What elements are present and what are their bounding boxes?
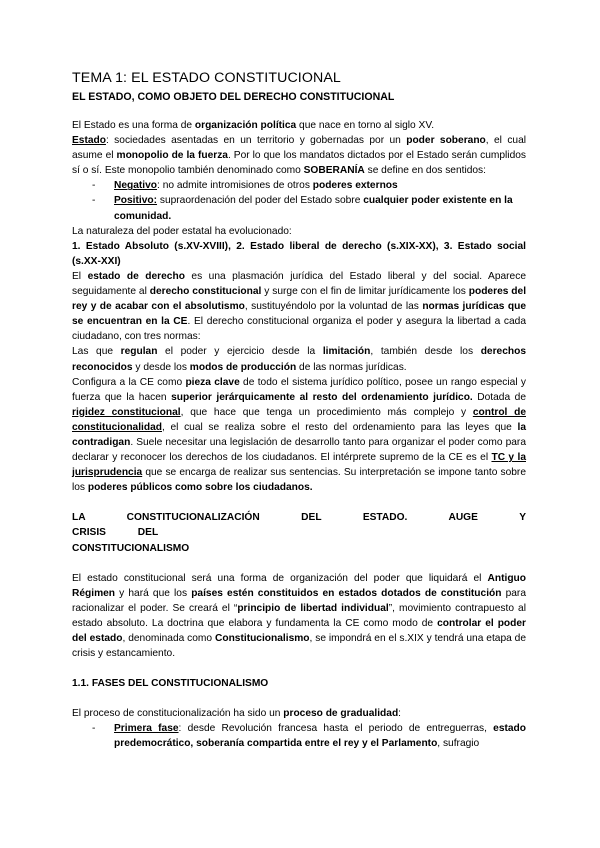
text-run: : no admite intromisiones de otros <box>157 180 313 192</box>
list-item-body <box>114 721 526 751</box>
text-run: que se encarga de realizar sus sentencias. Su interpretación se impone tanto sobre los <box>72 467 526 494</box>
bold-run: pieza clave <box>185 376 240 388</box>
text-run: Dotada de <box>472 391 526 403</box>
paragraph-ce <box>72 375 526 496</box>
list-item-body <box>114 193 526 223</box>
paragraph-stages: 1. Estado Absoluto (s.XV-XVIII), 2. Estado liberal de derecho (s.XIX-XX), 3. Estado social (s.XX-XXI) <box>72 240 526 267</box>
paragraph-evolution: La naturaleza del poder estatal ha evolucionado: <box>72 225 292 237</box>
bullet-list-fases <box>72 721 526 751</box>
document-page <box>72 70 526 751</box>
bold-run: poderes públicos como sobre los ciudadanos. <box>87 482 313 494</box>
section-heading-line1: LA CONSTITUCIONALIZACIÓN DEL ESTADO. AUGE Y CRISIS DEL <box>72 512 526 539</box>
paragraph-normas <box>72 344 526 374</box>
bold-run: superior jerárquicamente al resto del ordenamiento jurídico. <box>171 391 473 403</box>
bold-run: derechos reconocidos <box>72 346 526 373</box>
text-run: El <box>72 270 88 282</box>
dash-bullet: - <box>92 195 96 207</box>
text-run: , también desde los <box>370 346 481 358</box>
bold-run: poderes externos <box>312 180 398 192</box>
list-item <box>72 193 526 223</box>
text-run: Las que <box>72 346 121 358</box>
bold-run: normas jurídicas que se encuentran en la CE <box>72 301 526 328</box>
text-run: . El derecho constitucional organiza el poder y asegura la libertad a cada ciudadano, con tres normas: <box>72 316 527 343</box>
text-run: y hará que los <box>115 587 192 599</box>
bold-run: modos de producción <box>189 361 297 373</box>
text-run: , se impondrá en el s.XIX y tendrá una etapa de crisis y estancamiento. <box>72 633 527 660</box>
text-run: el poder y ejercicio desde la <box>157 346 323 358</box>
text-run: para racionalizar el poder. Se creará el “ <box>72 587 526 614</box>
text-run: . Por lo que los mandatos dictados por el Estado serán cumplidos sí o sí. Este monopolio también denominado como <box>72 150 526 177</box>
section-heading-line2: CONSTITUCIONALISMO <box>72 542 190 554</box>
paragraph-estado-definition <box>72 133 526 178</box>
bold-run: proceso de gradualidad <box>283 708 399 720</box>
bold-run: Antiguo Régimen <box>72 572 526 599</box>
text-run: y surge con el fin de limitar jurídicamente los <box>261 286 469 298</box>
paragraph-estado-constitucional <box>72 571 526 662</box>
bold-run: estado predemocrático, soberanía compartida entre el rey y el Parlamento <box>114 723 527 750</box>
bold-run: derecho constitucional <box>149 286 262 298</box>
text-run: , el cual se realiza sobre el resto del ordenamiento para las leyes que <box>162 421 518 433</box>
bold-run: la contradigan <box>72 421 526 448</box>
bold-run: poder soberano <box>406 135 486 147</box>
list-item <box>72 178 526 193</box>
text-run: Configura a la CE como <box>72 376 186 388</box>
bold-underline-run: control de constitucionalidad <box>72 406 526 433</box>
bold-run: poderes del rey y de acabar con el absolutismo <box>72 286 527 313</box>
term-label: Estado <box>72 135 106 147</box>
document-title: TEMA 1: EL ESTADO CONSTITUCIONAL <box>72 70 341 86</box>
list-item-body <box>114 178 526 193</box>
text-run: de las normas jurídicas. <box>296 361 407 373</box>
text-run: se define en dos sentidos: <box>364 165 486 177</box>
text-run: , sufragio <box>437 738 480 750</box>
text-run: : sociedades asentadas en un territorio y gobernadas por un <box>105 135 407 147</box>
bold-run: limitación <box>322 346 371 358</box>
list-item <box>72 721 526 751</box>
text-run: El estado constitucional será una forma de organización del poder que liquidará el <box>72 572 488 584</box>
term-label: Negativo <box>114 180 158 192</box>
bold-run: Constitucionalismo <box>215 633 310 644</box>
section-heading: EL ESTADO, COMO OBJETO DEL DERECHO CONSTITUCIONAL <box>72 91 395 103</box>
bold-run: regulan <box>120 346 158 358</box>
term-label: Primera fase <box>114 723 179 735</box>
text-run: , el cual asume el <box>72 135 527 162</box>
text-run: : <box>398 708 402 720</box>
text-run: , que hace que tenga un procedimiento más complejo y <box>180 406 473 418</box>
paragraph-intro <box>72 118 526 133</box>
paragraph-gradualidad <box>72 706 526 721</box>
dash-bullet: - <box>92 723 96 735</box>
bold-run: cualquier poder existente en la comunidad. <box>114 195 513 222</box>
text-run: El proceso de constitucionalización ha sido un <box>72 708 284 720</box>
bold-run: estado de derecho <box>87 270 185 282</box>
bullet-list-soberania <box>72 178 526 223</box>
text-run: de todo el sistema jurídico político, posee un rango especial y fuerza que la hacen <box>72 376 527 403</box>
text-run: . Suele necesitar una legislación de desarrollo tanto para organizar el poder como para declarar y reconocer los derechos de los ciudadanos. El intérprete supremo de la CE es el <box>72 436 526 464</box>
bold-run: países estén constituidos en estados dotados de constitución <box>191 587 502 599</box>
text-run: : desde Revolución francesa hasta el periodo de entreguerras, <box>178 723 494 735</box>
term-label: Positivo: <box>114 195 158 207</box>
bold-underline-run: rigidez constitucional <box>72 406 181 418</box>
bold-run: controlar el poder del estado <box>72 617 527 644</box>
text-run: es una plasmación jurídica del Estado liberal y del social. Aparece seguidamente al <box>72 270 526 298</box>
bold-run: organización política <box>194 120 297 131</box>
text-run: , denominada como <box>122 633 215 644</box>
text-run: El Estado es una forma de <box>72 120 195 131</box>
text-run: , sustituyéndolo por la voluntad de las <box>244 301 423 313</box>
text-run: supraordenación del poder del Estado sobre <box>157 195 364 207</box>
subsection-heading: 1.1. FASES DEL CONSTITUCIONALISMO <box>72 678 269 690</box>
bold-run: principio de libertad individual <box>237 602 389 614</box>
text-run: ”, movimiento contrapuesto al estado absoluto. La doctrina que elabora y fundamenta la CE como modo de <box>72 602 526 629</box>
bold-underline-run: TC y la jurisprudencia <box>72 452 526 479</box>
bold-run: SOBERANÍA <box>303 165 365 177</box>
paragraph-estado-de-derecho <box>72 269 526 344</box>
bold-run: monopolio de la fuerza <box>116 150 228 162</box>
text-run: y desde los <box>132 361 190 373</box>
dash-bullet: - <box>92 180 96 192</box>
text-run: que nace en torno al siglo XV. <box>296 120 435 131</box>
